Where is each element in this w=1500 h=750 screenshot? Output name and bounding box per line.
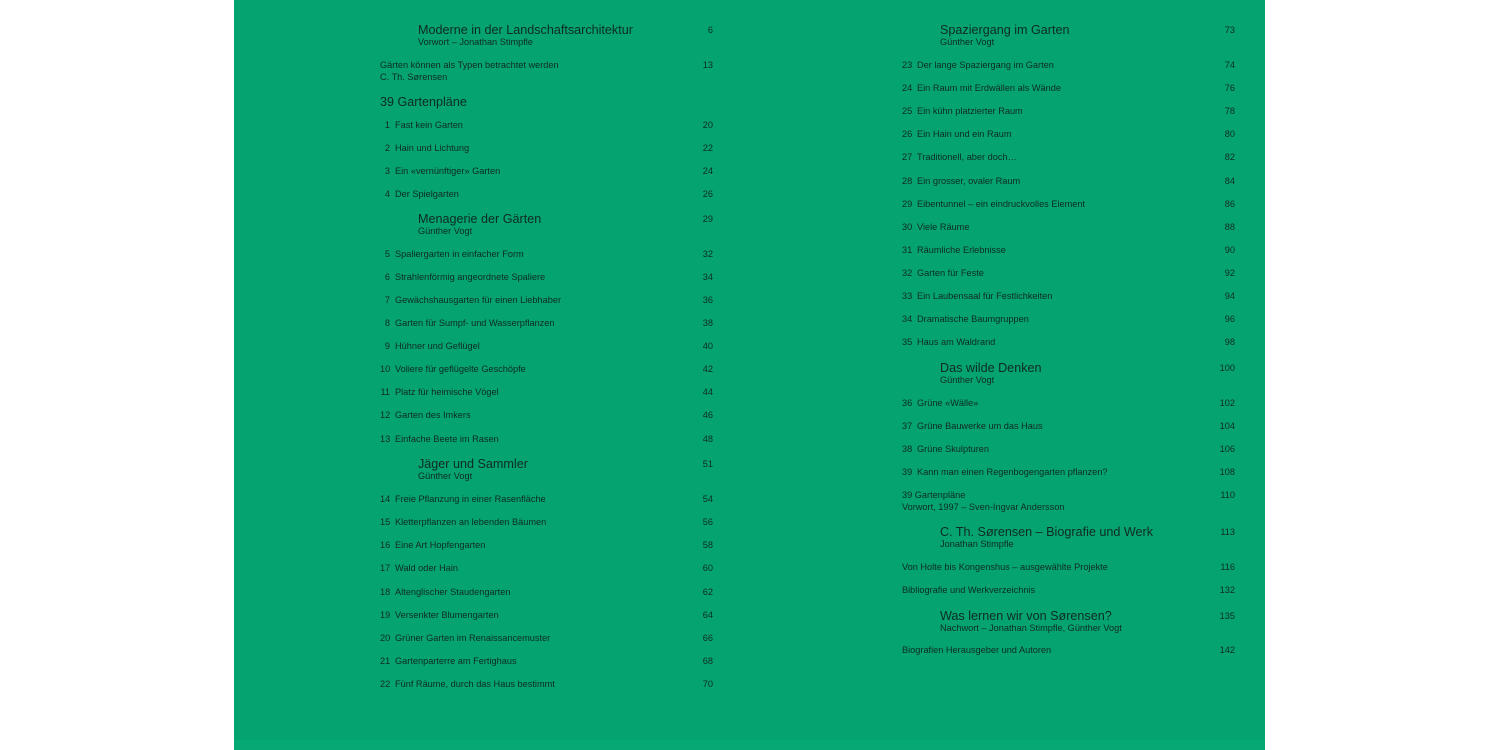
- page-number: 86: [1224, 199, 1235, 209]
- plan-number: 34: [902, 314, 913, 324]
- plan-number: 1: [384, 120, 390, 130]
- spread-bottom-edge: [234, 740, 1265, 750]
- page-number: 98: [1224, 337, 1235, 347]
- page-number: 100: [1219, 363, 1235, 373]
- page-number: 106: [1219, 444, 1235, 454]
- page-number: 64: [702, 610, 713, 620]
- entry-title: Ein «vernünftiger» Garten: [395, 166, 501, 176]
- plan-number: 32: [902, 268, 913, 278]
- page-number: 76: [1224, 83, 1235, 93]
- entry-title: Strahlenförmig angeordnete Spaliere: [395, 272, 546, 282]
- page-number: 73: [1224, 25, 1235, 35]
- entry-title: Gärten können als Typen betrachtet werden: [380, 60, 559, 70]
- entry-subtitle: Vorwort, 1997 – Sven-Ingvar Andersson: [902, 501, 1065, 512]
- entry-title: Gartenparterre am Fertighaus: [395, 656, 517, 666]
- entry-title: Eine Art Hopfengarten: [395, 540, 486, 550]
- plan-number: 13: [380, 434, 391, 444]
- entry-title: Kann man einen Regenbogengarten pflanzen?: [917, 467, 1108, 477]
- plan-number: 17: [380, 563, 391, 573]
- entry-title: Wald oder Hain: [395, 563, 458, 573]
- page-number: 32: [702, 249, 713, 259]
- plan-number: 11: [380, 387, 390, 397]
- entry-title: Versenkter Blumengarten: [395, 610, 499, 620]
- plan-number: 38: [902, 444, 913, 454]
- page-number: 44: [702, 387, 713, 397]
- plan-number: 20: [380, 633, 391, 643]
- essay-title: Jäger und Sammler: [418, 457, 528, 471]
- entry-title: Garten des Imkers: [395, 410, 471, 420]
- page-number: 68: [702, 656, 713, 666]
- plan-number: 10: [380, 364, 391, 374]
- entry-title: Ein kühn platzierter Raum: [917, 106, 1023, 116]
- page-number: 42: [702, 364, 713, 374]
- page-number: 36: [702, 295, 713, 305]
- plan-number: 2: [384, 143, 390, 153]
- essay-author: Günther Vogt: [418, 226, 473, 236]
- page-number: 110: [1220, 490, 1235, 500]
- plan-number: 21: [380, 656, 391, 666]
- entry-subtitle: C. Th. Sørensen: [380, 71, 448, 82]
- entry-title: Bibliografie und Werkverzeichnis: [902, 585, 1036, 595]
- page-number: 84: [1224, 176, 1235, 186]
- page-number: 90: [1224, 245, 1235, 255]
- entry-title: Hühner und Geflügel: [395, 341, 480, 351]
- essay-title: Was lernen wir von Sørensen?: [940, 609, 1112, 623]
- plan-number: 29: [902, 199, 913, 209]
- essay-title: Moderne in der Landschaftsarchitektur: [418, 23, 633, 37]
- page-number: 20: [702, 120, 713, 130]
- entry-title: Fast kein Garten: [395, 120, 463, 130]
- page-number: 48: [702, 434, 713, 444]
- plan-number: 8: [384, 318, 390, 328]
- page-number: 142: [1219, 645, 1235, 655]
- page-number: 56: [702, 517, 713, 527]
- page-number: 104: [1219, 421, 1235, 431]
- plan-number: 22: [380, 679, 391, 689]
- entry-title: Grüner Garten im Renaissancemuster: [395, 633, 551, 643]
- page-number: 116: [1220, 562, 1235, 572]
- page-number: 46: [702, 410, 713, 420]
- page-number: 26: [702, 189, 713, 199]
- page-number: 58: [702, 540, 713, 550]
- entry-title: Haus am Waldrand: [917, 337, 996, 347]
- plan-number: 36: [902, 398, 913, 408]
- page-number: 92: [1224, 268, 1235, 278]
- essay-title: Spaziergang im Garten: [940, 23, 1070, 37]
- plan-number: 37: [902, 421, 913, 431]
- plan-number: 12: [380, 410, 391, 420]
- plan-number: 27: [902, 152, 913, 162]
- page-number: 29: [702, 214, 713, 224]
- plan-number: 9: [384, 341, 390, 351]
- entry-title: Garten für Sumpf- und Wasserpflanzen: [395, 318, 555, 328]
- page-number: 60: [702, 563, 713, 573]
- entry-title: Einfache Beete im Rasen: [395, 434, 499, 444]
- page-number: 54: [702, 494, 713, 504]
- page-number: 78: [1224, 106, 1235, 116]
- page-number: 102: [1219, 398, 1235, 408]
- entry-title: Ein Laubensaal für Festlichkeiten: [917, 291, 1053, 301]
- plan-number: 31: [902, 245, 913, 255]
- plan-number: 3: [384, 166, 390, 176]
- entry-title: Grüne «Wälle»: [917, 398, 979, 408]
- entry-title: Gewächshausgarten für einen Liebhaber: [395, 295, 561, 305]
- entry-title: Von Holte bis Kongenshus – ausgewählte Projekte: [902, 562, 1108, 572]
- essay-author: Nachwort – Jonathan Stimpfle, Günther Vogt: [940, 623, 1122, 633]
- plan-number: 6: [384, 272, 390, 282]
- page-number: 113: [1220, 527, 1235, 537]
- entry-title: Der lange Spaziergang im Garten: [917, 60, 1054, 70]
- page-number: 6: [707, 25, 713, 35]
- entry-title: Eibentunnel – ein eindruckvolles Element: [917, 199, 1086, 209]
- entry-title: 39 Gartenpläne: [902, 490, 966, 500]
- plan-number: 28: [902, 176, 913, 186]
- essay-author: Jonathan Stimpfle: [940, 539, 1014, 549]
- page-number: 94: [1224, 291, 1235, 301]
- entry-title: Der Spielgarten: [395, 189, 459, 199]
- entry-title: Platz für heimische Vögel: [395, 387, 499, 397]
- page-number: 135: [1219, 611, 1235, 621]
- essay-author: Günther Vogt: [940, 37, 995, 47]
- entry-title: Ein Raum mit Erdwällen als Wände: [917, 83, 1061, 93]
- plan-number: 14: [380, 494, 391, 504]
- page-number: 34: [702, 272, 713, 282]
- page-number: 82: [1224, 152, 1235, 162]
- entry-title: Ein grosser, ovaler Raum: [917, 176, 1021, 186]
- plan-number: 25: [902, 106, 913, 116]
- entry-title: Ein Hain und ein Raum: [917, 129, 1012, 139]
- page-number: 80: [1224, 129, 1235, 139]
- essay-author: Günther Vogt: [940, 375, 995, 385]
- entry-title: Voliere für geflügelte Geschöpfe: [395, 364, 526, 374]
- page-number: 24: [702, 166, 713, 176]
- page-number: 108: [1219, 467, 1235, 477]
- plan-number: 4: [384, 189, 390, 199]
- page-number: 96: [1224, 314, 1235, 324]
- page-number: 51: [702, 459, 713, 469]
- essay-title: C. Th. Sørensen – Biografie und Werk: [940, 525, 1154, 539]
- plan-number: 19: [380, 610, 391, 620]
- plan-number: 24: [902, 83, 913, 93]
- plan-number: 39: [902, 467, 913, 477]
- entry-title: Grüne Skulpturen: [917, 444, 990, 454]
- entry-title: Grüne Bauwerke um das Haus: [917, 421, 1043, 431]
- page-number: 132: [1219, 585, 1235, 595]
- page-number: 62: [702, 587, 713, 597]
- plan-number: 7: [384, 295, 390, 305]
- entry-title: Viele Räume: [917, 222, 970, 232]
- entry-title: Freie Pflanzung in einer Rasenfläche: [395, 494, 546, 504]
- plan-number: 18: [380, 587, 391, 597]
- page-number: 40: [702, 341, 713, 351]
- entry-title: Garten für Feste: [917, 268, 984, 278]
- plan-number: 5: [384, 249, 390, 259]
- entry-title: Räumliche Erlebnisse: [917, 245, 1006, 255]
- entry-title: Traditionell, aber doch…: [917, 152, 1017, 162]
- entry-title: Spaliergarten in einfacher Form: [395, 249, 524, 259]
- entry-title: Fünf Räume, durch das Haus bestimmt: [395, 679, 555, 689]
- essay-title: Menagerie der Gärten: [418, 212, 542, 226]
- essay-author: Günther Vogt: [418, 471, 473, 481]
- plan-number: 26: [902, 129, 913, 139]
- plan-number: 30: [902, 222, 913, 232]
- plan-number: 23: [902, 60, 913, 70]
- page-number: 74: [1224, 60, 1235, 70]
- page-number: 22: [702, 143, 713, 153]
- entry-title: Altenglischer Staudengarten: [395, 587, 511, 597]
- entry-title: Dramatische Baumgruppen: [917, 314, 1029, 324]
- plan-number: 33: [902, 291, 913, 301]
- page-number: 13: [702, 60, 713, 70]
- page-number: 70: [702, 679, 713, 689]
- essay-title: Das wilde Denken: [940, 361, 1042, 375]
- page-number: 38: [702, 318, 713, 328]
- plan-number: 16: [380, 540, 391, 550]
- entry-title: Kletterpflanzen an lebenden Bäumen: [395, 517, 547, 527]
- page-number: 88: [1224, 222, 1235, 232]
- section-heading: 39 Gartenpläne: [380, 95, 467, 109]
- plan-number: 15: [380, 517, 391, 527]
- entry-title: Hain und Lichtung: [395, 143, 470, 153]
- page-number: 66: [702, 633, 713, 643]
- essay-author: Vorwort – Jonathan Stimpfle: [418, 37, 533, 47]
- entry-title: Biografien Herausgeber und Autoren: [902, 645, 1052, 655]
- plan-number: 35: [902, 337, 913, 347]
